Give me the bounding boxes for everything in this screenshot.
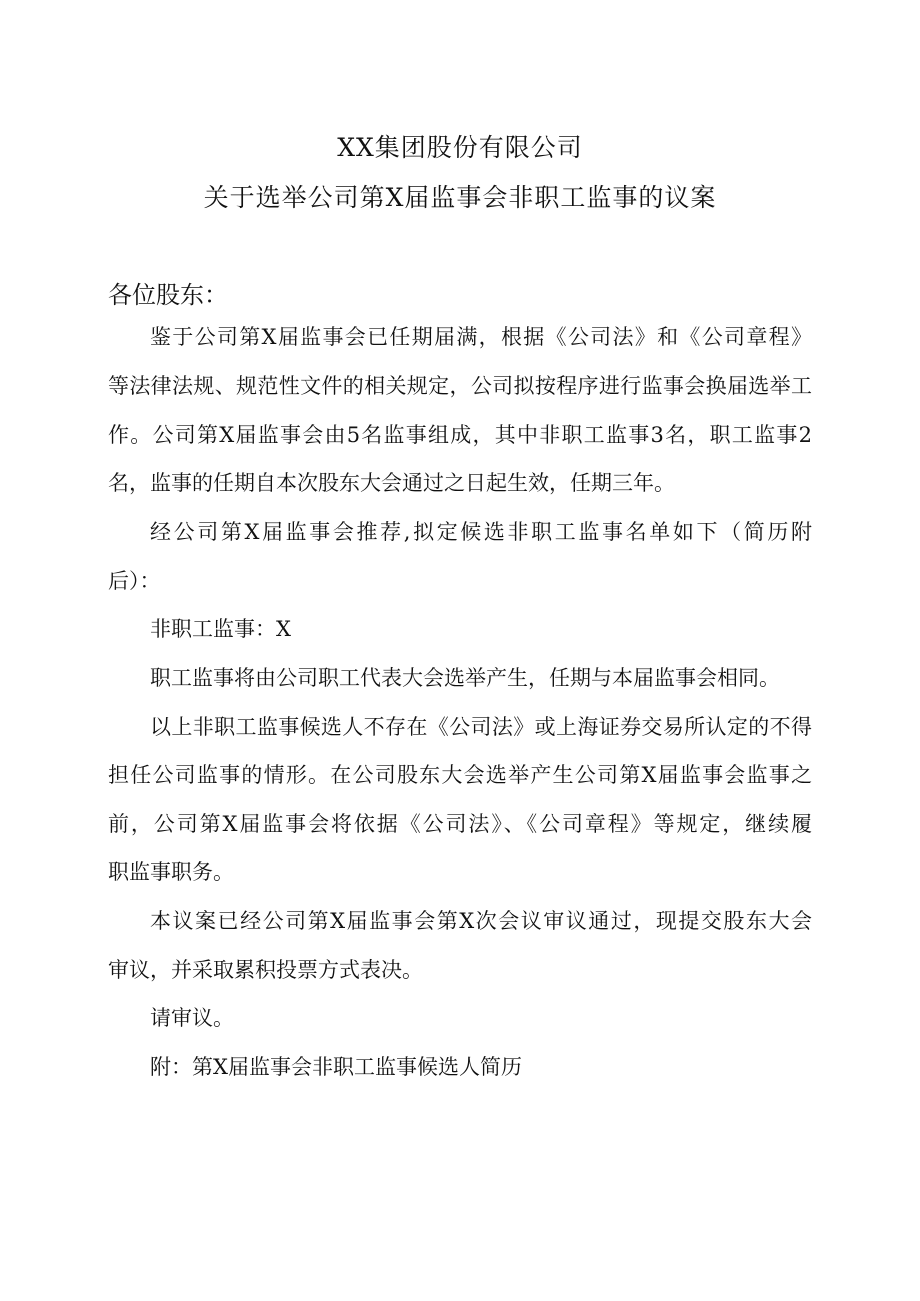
attachment-line: 附：第X届监事会非职工监事候选人简历	[150, 1055, 522, 1079]
paragraph-3-line-3: 前，公司第X届监事会将依据《公司法》、《公司章程》等规定，继续履	[108, 812, 812, 836]
paragraph-2-line-1: 经公司第X届监事会推荐,拟定候选非职工监事名单如下（简历附	[150, 520, 812, 544]
salutation: 各位股东：	[108, 281, 228, 309]
paragraph-1-line-3: 作。公司第X届监事会由5名监事组成，其中非职工监事3名，职工监事2	[108, 423, 812, 447]
document-title-company: XX集团股份有限公司	[337, 133, 583, 162]
paragraph-2-line-2: 后）：	[108, 569, 161, 593]
candidate-line: 非职工监事：X	[150, 617, 291, 641]
paragraph-4-line-2: 审议，并采取累积投票方式表决。	[108, 958, 423, 982]
paragraph-3-line-1: 以上非职工监事候选人不存在《公司法》或上海证券交易所认定的不得	[150, 715, 812, 739]
paragraph-1-line-4: 名，监事的任期自本次股东大会通过之日起生效，任期三年。	[108, 471, 675, 495]
request-review-line: 请审议。	[150, 1006, 234, 1030]
paragraph-3-line-4: 职监事职务。	[108, 860, 234, 884]
paragraph-4-line-1: 本议案已经公司第X届监事会第X次会议审议通过，现提交股东大会	[150, 909, 812, 933]
paragraph-employee-supervisor: 职工监事将由公司职工代表大会选举产生，任期与本届监事会相同。	[150, 666, 780, 690]
paragraph-1-line-1: 鉴于公司第X届监事会已任期届满，根据《公司法》和《公司章程》	[150, 325, 812, 349]
document-title-proposal: 关于选举公司第X届监事会非职工监事的议案	[203, 183, 717, 212]
paragraph-1-line-2: 等法律法规、规范性文件的相关规定，公司拟按程序进行监事会换届选举工	[108, 374, 812, 398]
paragraph-3-line-2: 担任公司监事的情形。在公司股东大会选举产生公司第X届监事会监事之	[108, 763, 812, 787]
